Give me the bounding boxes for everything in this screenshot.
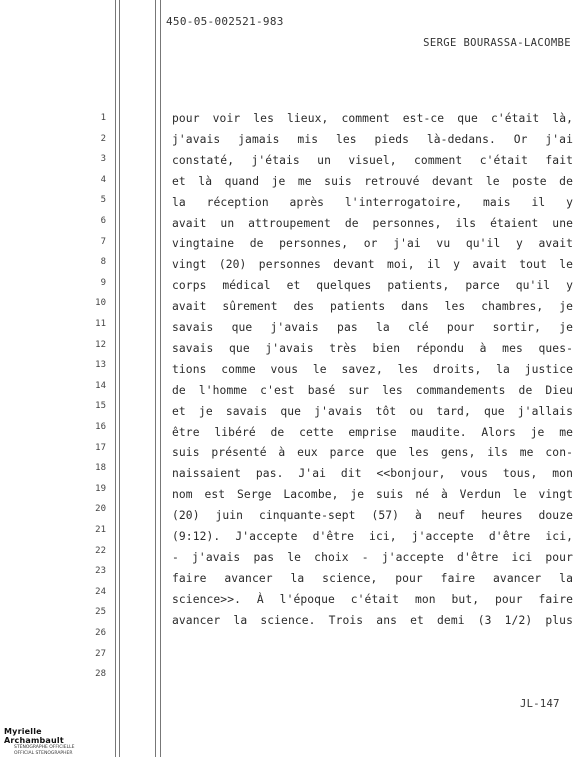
- line-number: 18: [95, 463, 106, 474]
- margin-rule-3: [155, 0, 156, 757]
- case-number: 450-05-002521-983: [166, 15, 284, 28]
- line-number: 19: [95, 483, 106, 494]
- transcript-line: avait sûrement des patients dans les chambres, je: [172, 300, 573, 314]
- transcript-line: être libéré de cette emprise maudite. Alors je me: [172, 425, 573, 439]
- stenographer-title-fr: STÉNOGRAPHE OFFICIELLE: [14, 745, 75, 750]
- transcript-line: pour voir les lieux, comment est-ce que c'était là,: [172, 112, 573, 125]
- transcript-line: savais que j'avais très bien répondu à mes ques-: [172, 341, 573, 355]
- line-number: 28: [95, 669, 106, 680]
- line-number: 22: [95, 545, 106, 556]
- margin-rule-1: [115, 0, 116, 757]
- line-number: 9: [100, 277, 106, 288]
- line-number: 14: [95, 380, 106, 391]
- line-number: 17: [95, 442, 106, 453]
- line-number: 24: [95, 586, 106, 597]
- line-number: 16: [95, 422, 106, 432]
- line-number: 20: [95, 504, 106, 515]
- line-number: 4: [100, 174, 106, 185]
- transcript-line: - j'avais pas le choix - j'accepte d'être ici pour: [172, 550, 573, 564]
- transcript-line: corps médical et quelques patients, parce qu'il y: [172, 279, 573, 293]
- transcript-line: la réception après l'interrogatoire, mais il y: [172, 195, 573, 209]
- witness-name: SERGE BOURASSA-LACOMBE: [423, 37, 571, 49]
- transcript-line: et je savais que j'avais tôt ou tard, que j'allais: [172, 404, 573, 418]
- line-number: 3: [100, 154, 106, 165]
- stenographer-stamp: [4, 727, 94, 756]
- transcript-line: et là quand je me suis retrouvé devant le poste de: [172, 174, 573, 188]
- transcript-line: science>>. À l'époque c'était mon but, pour faire: [172, 592, 573, 606]
- line-number: 25: [95, 607, 106, 618]
- transcript-line: avait un attroupement de personnes, ils étaient une: [172, 216, 573, 230]
- line-number: 1: [100, 113, 106, 123]
- transcript-line: naissaient pas. J'ai dit <<bonjour, vous tous, mon: [172, 467, 573, 481]
- transcript-line: constaté, j'étais un visuel, comment c'était fait: [172, 153, 573, 167]
- line-number: 10: [95, 298, 106, 309]
- transcript-line: faire avancer la science, pour faire avancer la: [172, 571, 573, 585]
- transcript-line: (20) juin cinquante-sept (57) à neuf heures douze: [172, 509, 573, 523]
- line-number: 11: [95, 319, 106, 329]
- margin-rule-4: [160, 0, 161, 757]
- line-number: 23: [95, 566, 106, 577]
- transcript-line: suis présenté à eux parce que les gens, ils me con-: [172, 446, 573, 460]
- line-number: 7: [100, 236, 106, 247]
- line-number: 2: [100, 133, 106, 144]
- page-reference: JL-147: [520, 698, 560, 710]
- line-number: 5: [100, 195, 106, 206]
- line-number: 6: [100, 216, 106, 226]
- line-number: 21: [95, 525, 106, 535]
- transcript-line: (9:12). J'accepte d'être ici, j'accepte d'être ici,: [172, 530, 573, 543]
- transcript-line: savais que j'avais pas la clé pour sortir, je: [172, 321, 573, 334]
- line-number: 15: [95, 401, 106, 412]
- transcript-line: vingtaine de personnes, or j'ai vu qu'il y avait: [172, 237, 573, 251]
- margin-rule-2: [119, 0, 120, 757]
- line-number: 12: [95, 339, 106, 350]
- transcript-line: avancer la science. Trois ans et demi (3 1/2) plus: [172, 613, 573, 627]
- transcript-line: nom est Serge Lacombe, je suis né à Verdun le vingt: [172, 488, 573, 502]
- transcript-line: j'avais jamais mis les pieds là-dedans. Or j'ai: [172, 132, 573, 146]
- line-number: 26: [95, 628, 106, 638]
- transcript-line: vingt (20) personnes devant moi, il y avait tout le: [172, 258, 573, 272]
- line-number: 8: [100, 257, 106, 268]
- stenographer-name: Myrielle Archambault: [4, 727, 64, 745]
- transcript-line: tions comme vous le savez, les droits, la justice: [172, 362, 573, 376]
- transcript-line: de l'homme c'est basé sur les commandements de Dieu: [172, 383, 573, 397]
- line-number: 27: [95, 648, 106, 659]
- stenographer-title-en: OFFICIAL STENOGRAPHER: [14, 750, 73, 756]
- line-number: 13: [95, 360, 106, 371]
